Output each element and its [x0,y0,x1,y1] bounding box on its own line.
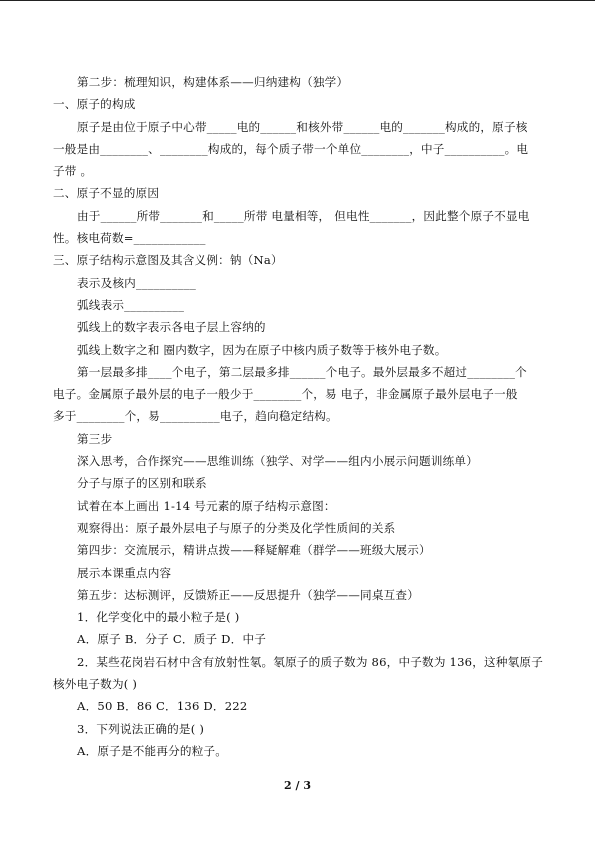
text-line: 第二步：梳理知识，构建体系——归纳建构（独学） [77,75,349,89]
text-line: 第一层最多排____个电子，第二层最多排______个电子。最外层最多不超过________个 [77,364,527,379]
page-number: 2 / 3 [284,779,311,792]
text-line: 3．下列说法正确的是( ) [77,721,205,736]
text-line: 深入思考，合作探究——思维训练（独学、对学——组内小展示问题训练单） [77,454,478,469]
text-line: 三、原子结构示意图及其含义例：钠（Na） [53,253,283,268]
text-line: 第五步：达标测评，反馈矫正——反思提升（独学——同桌互查） [77,587,420,602]
text-line: 弧线上数字之和 圈内数字，因为在原子中核内质子数等于核外电子数。 [77,342,447,357]
text-line: 由于______所带_______和_____所带 电量相等， 但电性_______，因此整个原子不显电 [77,208,530,223]
text-line: 多于________个，易__________电子，趋向稳定结构。 [53,409,338,424]
text-line: 一般是由________、________构成的，每个质子带一个单位________，中子__________。电 [53,141,529,156]
text-line: 核外电子数为( ) [53,677,138,692]
text-line: A．50 B．86 C．136 D．222 [77,699,248,714]
text-line: 第三步 [77,431,113,446]
text-line: 分子与原子的区别和联系 [77,476,207,491]
text-line: 观察得出：原子最外层电子与原子的分类及化学性质间的关系 [77,520,396,535]
text-line: 弧线表示__________ [77,297,185,312]
text-line: 试着在本上画出 1-14 号元素的原子结构示意图： [77,498,336,513]
text-line: 二、原子不显的原因 [53,186,160,201]
text-line: 性。核电荷数=____________ [53,231,206,246]
document-body [53,71,553,762]
text-line: 弧线上的数字表示各电子层上容纳的 [77,320,266,335]
text-line: 一、原子的构成 [53,97,136,112]
text-line: 表示及核内__________ [77,275,196,290]
text-line: 原子是由位于原子中心带_____电的______和核外带______电的_______构成的，原子核 [77,119,528,134]
header-rule [0,0,595,1]
text-line: 子带 。 [53,164,93,179]
text-line: 电子。金属原子最外层的电子一般少于________个，易 电子，非金属原子最外层电子一般 [53,387,518,402]
text-line: 1．化学变化中的最小粒子是( ) [77,610,240,625]
text-line: 展示本课重点内容 [77,565,172,580]
text-line: 2．某些花岗岩石材中含有放射性氡。氡原子的质子数为 86，中子数为 136，这种氡原子 [77,654,544,669]
text-line: 第四步：交流展示，精讲点拨——释疑解难（群学——班级大展示） [77,543,431,558]
text-line: A．原子 B．分子 C．质子 D．中子 [77,632,267,647]
text-line: A．原子是不能再分的粒子。 [77,743,228,758]
